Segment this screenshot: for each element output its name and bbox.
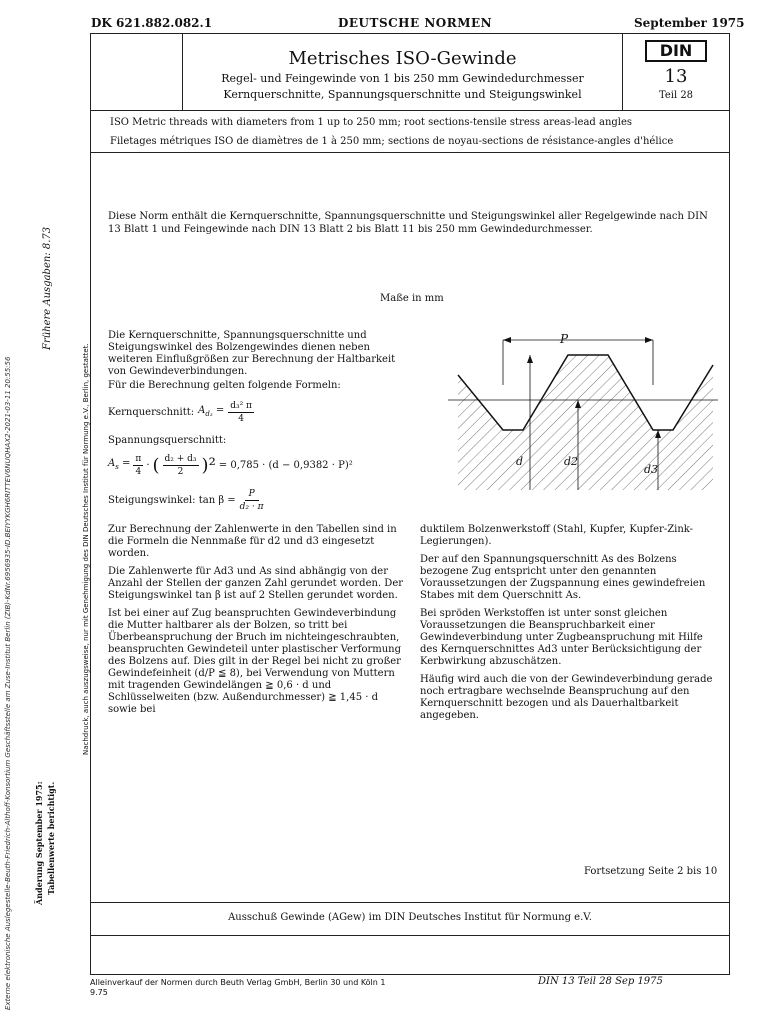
din-teil: Teil 28 — [658, 90, 694, 101]
subtitle-2: Kernquerschnitte, Spannungsquerschnitte und Steigungswinkel — [223, 88, 582, 101]
d3-label: d3 — [644, 463, 659, 476]
footer-publisher — [90, 978, 385, 998]
translation-fr: Filetages métriques ISO de diamètres de 1 à 250 mm; sections de noyau-sections de résistance-angles d'hélice — [110, 136, 674, 147]
spann-formula: $A_s$ = $\frac{\pi}{4}$ · ( d₂ + d₃ 2 )² = 0,785 · (d − 0,9382 · P)² — [108, 454, 353, 477]
formula-lead: Die Kernquerschnitte, Spannungsquerschnitte und Steigungswinkel des Bolzengewindes dienen neben weiteren Einflußgrößen zur Berechnung der Haltbarkeit von Gewindeverbindungen. — [108, 330, 396, 377]
dk-number: DK 621.882.082.1 — [91, 16, 213, 30]
body-left-p1: Zur Berechnung der Zahlenwerte in den Tabellen sind in die Formeln die Nennmaße für d2 und d3 eingesetzt worden. — [108, 524, 397, 559]
d-label: d — [516, 455, 524, 468]
body-left-p2: Die Zahlenwerte für Ad3 und As sind abhängig von der Anzahl der Stellen der ganzen Zahl gerundet worden. Der Steigungswinkel tan β ist auf 2 Stellen gerundet worden. — [108, 566, 404, 601]
body-right-p4: Häufig wird auch die von der Gewindeverbindung gerade noch ertragbare wechselnde Beanspruchung auf den Kernquerschnitt bezogen und als Dauerhaltbarkeit angegeben. — [420, 674, 713, 721]
title-left-cell — [90, 33, 183, 111]
spann-label: Spannungsquerschnitt: — [108, 435, 227, 446]
body-right-p3: Bei spröden Werkstoffen ist unter sonst gleichen Voraussetzungen die Beanspruchbarkeit einer Gewindeverbindung unter Zugbeanspruchung mit Hilfe des Kernquerschnittes Ad3 unter Berücksichtigung der Kerbwirkung abzuschätzen. — [420, 608, 703, 667]
units-note: Maße in mm — [380, 293, 444, 304]
footer-code: 9.75 — [90, 988, 108, 997]
kern-label: Kernquerschnitt: — [108, 406, 195, 418]
thread-diagram — [448, 325, 718, 495]
intro-paragraph: Diese Norm enthält die Kernquerschnitte, Spannungsquerschnitte und Steigungswinkel aller Regelgewinde nach DIN 13 Blatt 1 und Feingewinde nach DIN 13 Blatt 2 bis Blatt 11 bis 250 mm Gewindedurchmesser. — [108, 211, 708, 235]
d2-label: d2 — [564, 455, 579, 468]
body-right-p2: Der auf den Spannungsquerschnitt As des Bolzens bezogene Zug entspricht unter den genannten Voraussetzungen der Zugspannung eines gewindefreien Stabes mit dem Querschnitt As. — [420, 554, 706, 601]
margin-aenderung-detail: Tabellenwerte berichtigt. — [46, 781, 56, 895]
kern-symbol: $A_{d_3}$ = — [198, 405, 225, 418]
steig-formula: Steigungswinkel: tan β = $\frac{P}{\text{d₂ · π}}$ — [108, 489, 264, 512]
formula-calc: Für die Berechnung gelten folgende Formeln: — [108, 380, 341, 391]
continuation-note: Fortsetzung Seite 2 bis 10 — [584, 866, 718, 877]
subtitle-1: Regel- und Feingewinde von 1 bis 250 mm Gewindedurchmesser — [221, 72, 584, 85]
margin-aenderung: Änderung September 1975: — [34, 781, 44, 905]
body-left-p3: Ist bei einer auf Zug beanspruchten Gewindeverbindung die Mutter haltbarer als der Bolzen, so tritt bei Überbeanspruchung der Bruch im nichteingeschraubten, beanspruchten Gewindeteil unter plastischer Verformung des Bolzens auf. Dies gilt in der Regel bei nicht zu großer Gewindefeinheit (d/P ≦ 8), bei Verwendung von Muttern mit tragenden Gewindelängen ≧ 0,6 · d und Schlüsselweiten (bzw. Außendurchmesser) ≧ 1,45 · d sowie bei — [108, 608, 402, 715]
kern-fraction: $\frac{\text{d₃² π}}{4}$ — [230, 401, 252, 424]
spann-result: = 0,785 · (d − 0,9382 · P)² — [218, 459, 353, 471]
body-left-column — [108, 524, 408, 722]
steig-label: Steigungswinkel: tan β = — [108, 494, 236, 506]
margin-nachdruck: Nachdruck, auch auszugsweise, nur mit Genehmigung des DIN Deutsches Institut für Normung e.V., Berlin, gestattet. — [82, 343, 90, 755]
margin-extern: Externe elektronische Auslegestelle-Beuth-Friedrich-Althoff-Konsortium Geschäftsstelle am Zuse-Institut Berlin (ZIB)-KdNr.6956935-ID.BEIYYKGH6RITTEV6NUQHAX2-2021-03-11 20:55:56 — [4, 356, 12, 1010]
footer-publisher-line: Alleinverkauf der Normen durch Beuth Verlag GmbH, Berlin 30 und Köln 1 — [90, 978, 386, 987]
body-right-p1: duktilem Bolzenwerkstoff (Stahl, Kupfer, Kupfer-Zink-Legierungen). — [420, 524, 694, 547]
ausschuss-rule-bottom — [90, 935, 730, 936]
body-right-column — [420, 524, 720, 728]
footer-din-ref: DIN 13 Teil 28 Sep 1975 — [538, 976, 663, 987]
ausschuss-rule-top — [90, 902, 730, 903]
header-date: September 1975 — [634, 16, 745, 30]
translation-en: ISO Metric threads with diameters from 1 up to 250 mm; root sections-tensile stress areas-lead angles — [110, 117, 633, 128]
pitch-label: P — [560, 332, 569, 346]
committee-line: Ausschuß Gewinde (AGew) im DIN Deutsches Institut für Normung e.V. — [228, 912, 592, 923]
header-deutsche-normen: DEUTSCHE NORMEN — [338, 16, 493, 30]
formula-block — [108, 330, 398, 513]
margin-fruehere: Frühere Ausgaben: 8.73 — [42, 226, 53, 350]
din-number: 13 — [664, 66, 688, 87]
din-logo: DIN — [645, 40, 707, 62]
kern-formula — [108, 400, 398, 425]
page-title: Metrisches ISO-Gewinde — [288, 48, 517, 69]
